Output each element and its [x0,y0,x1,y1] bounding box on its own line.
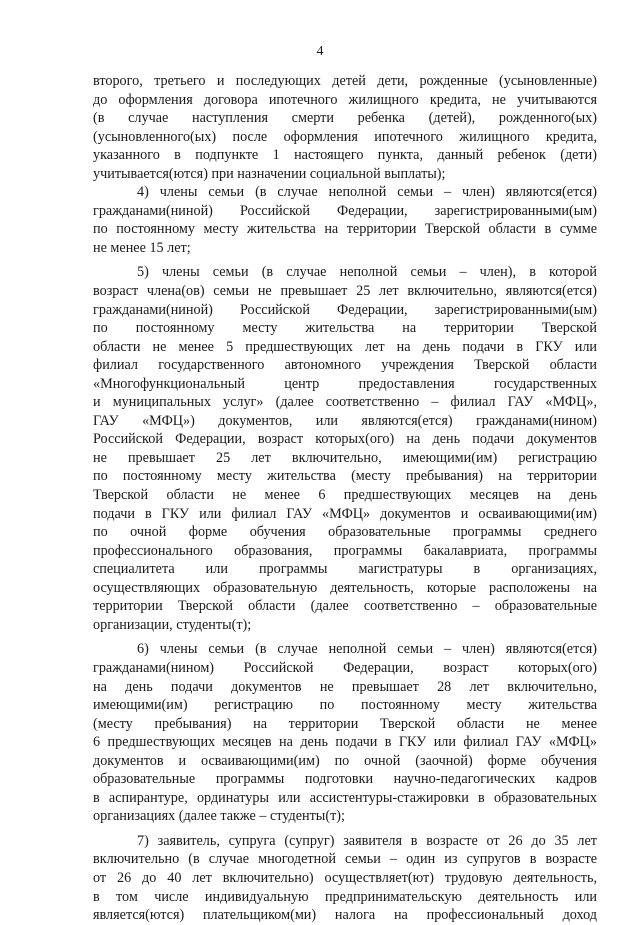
text-line: гражданами(ниной) Российской Федерации, зарегистрированными(ым) [93,301,597,318]
text-line: 5) члены семьи (в случае неполной семьи – член), в которой [137,264,597,281]
text-line: 4) члены семьи (в случае неполной семьи – член) являются(ется) [137,184,597,201]
text-line: области не менее 5 предшествующих лет на день подачи в ГКУ или [93,338,597,355]
text-line: по постоянному месту жительства на территории Тверской области в сумме [93,221,597,238]
text-line: на день подачи документов не превышает 28 лет включительно, [93,678,597,695]
page-number: 4 [316,44,324,59]
text-line: в том числе индивидуальную предпринимательскую деятельность или [93,888,597,905]
text-line: 7) заявитель, супруга (супруг) заявителя в возрасте от 26 до 35 лет [137,832,597,849]
text-line: организации, студенты(т); [93,616,252,633]
text-line: не менее 15 лет; [93,239,191,256]
text-line: филиал государственного автономного учреждения Тверской области [93,357,597,374]
body-text [93,72,597,925]
text-line: учитывается(ются) при назначении социальной выплаты); [93,165,446,182]
text-line: осуществляющих образовательную деятельность, которые расположены на [93,579,597,596]
text-line: 6 предшествующих месяцев на день подачи в ГКУ или филиал ГАУ «МФЦ» [93,734,597,751]
text-line: подачи в ГКУ или филиал ГАУ «МФЦ» документов и осваивающими(им) [93,505,597,522]
text-line: и муниципальных услуг» (далее соответственно – филиал ГАУ «МФЦ», [93,394,597,411]
text-line: (усыновленного(ых) после оформления ипотечного жилищного кредита, [93,128,597,145]
text-line: включительно (в случае многодетной семьи – один из супругов в возрасте [93,851,597,868]
text-line: не превышает 25 лет включительно, имеющими(им) регистрацию [93,449,597,466]
text-line: Тверской области не менее 6 предшествующих месяцев на день [93,487,597,504]
text-line: по очной форме обучения образовательные программы среднего [93,524,597,541]
text-line: ГАУ «МФЦ») документов, или являются(ется) гражданами(нином) [93,412,597,429]
text-line: Российской Федерации, возраст которых(ого) на день подачи документов [93,431,597,448]
text-line: указанного в подпункте 1 настоящего пункта, данный ребенок (дети) [93,147,597,164]
text-line: в аспирантуре, ординатуры или ассистентуры-стажировки в образовательных [93,789,597,806]
text-line: возраст члена(ов) семьи не превышает 25 лет включительно, являются(ется) [93,283,597,300]
text-line: до оформления договора ипотечного жилищного кредита, не учитываются [93,91,597,108]
text-line: является(ются) плательщиком(ми) налога на профессиональный доход [93,907,597,924]
text-line: «Многофункциональный центр предоставления государственных [93,375,597,392]
text-line: имеющими(им) регистрацию по постоянному месту жительства [93,697,597,714]
text-line: гражданами(ниной) Российской Федерации, зарегистрированными(ым) [93,202,597,219]
text-line: документов и осваивающими(им) по очной (заочной) форме обучения [93,752,597,769]
text-line: от 26 до 40 лет включительно) осуществляет(ют) трудовую деятельность, [93,869,597,886]
text-line: (в случае наступления смерти ребенка (детей), рожденного(ых) [93,110,597,127]
text-line: второго, третьего и последующих детей дети, рожденные (усыновленные) [93,73,597,89]
text-line: образовательные программы подготовки научно-педагогических кадров [93,771,597,788]
text-line: (месту пребывания) на территории Тверской области не менее [93,715,597,732]
text-line: специалитета или программы магистратуры в организациях, [93,561,597,578]
text-line: по постоянному месту жительства (месту пребывания) на территории [93,468,597,485]
text-line: организациях (далее также – студенты(т); [93,808,345,825]
text-line: по постоянному месту жительства на территории Тверской [93,320,597,337]
text-line: 6) члены семьи (в случае неполной семьи – член) являются(ется) [137,641,597,658]
text-line: профессионального образования, программы бакалавриата, программы [93,542,597,559]
text-line: гражданами(нином) Российской Федерации, возраст которых(ого) [93,659,597,676]
text-line: территории Тверской области (далее соответственно – образовательные [93,598,597,615]
